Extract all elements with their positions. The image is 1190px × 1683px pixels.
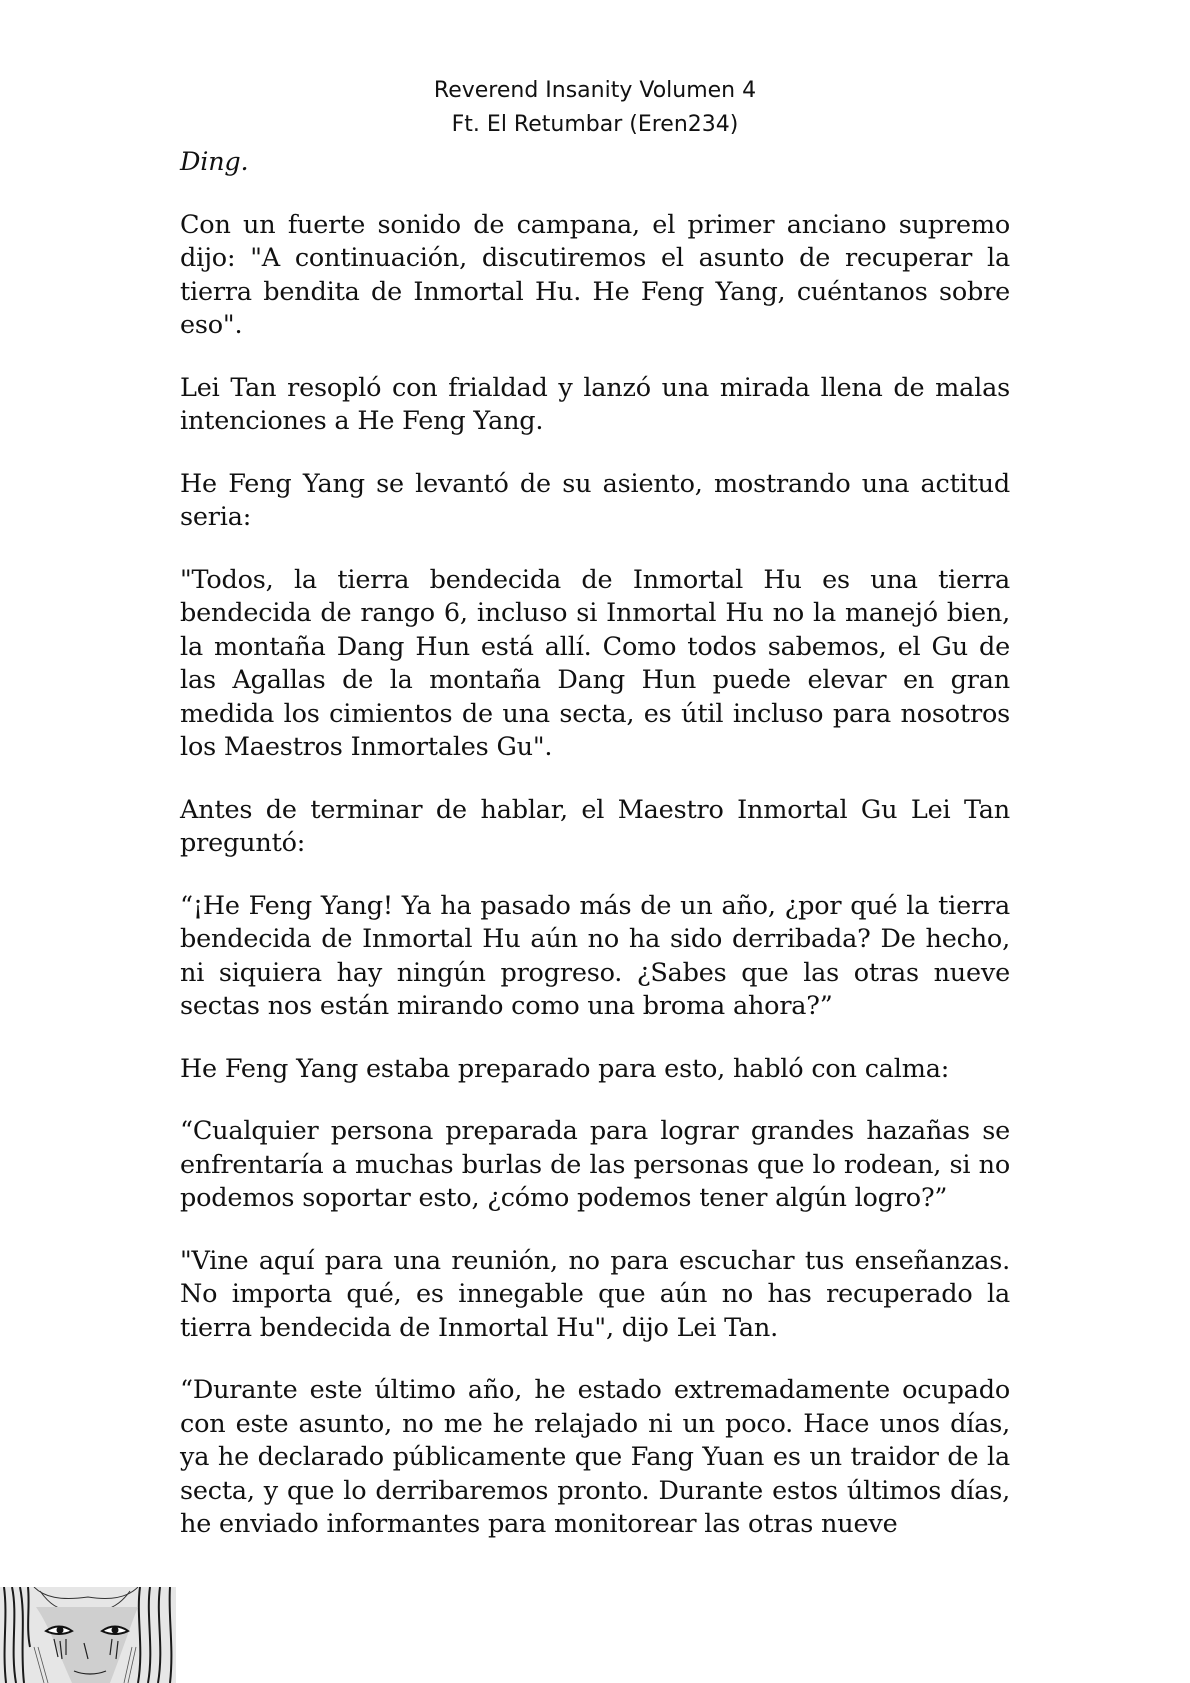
header-credit: Ft. El Retumbar (Eren234) [451,112,739,137]
document-body [180,146,1010,1571]
corner-illustration [0,1587,176,1683]
paragraph: “¡He Feng Yang! Ya ha pasado más de un año, ¿por qué la tierra bendecida de Inmortal Hu aún no ha sido derribada? De hecho, ni siquiera hay ningún progreso. ¿Sabes que las otras nueve sectas nos están mirando como una broma ahora?” [180,890,1010,1021]
header-title: Reverend Insanity Volumen 4 [433,78,757,103]
paragraph: “Durante este último año, he estado extremadamente ocupado con este asunto, no me he relajado ni un poco. Hace unos días, ya he declarado públicamente que Fang Yuan es un traidor de la secta, y que lo derribaremos pronto. Durante estos últimos días, he enviado informantes para monitorear las otras nueve [180,1375,1010,1539]
manga-face-illustration [0,1587,176,1683]
paragraph: He Feng Yang estaba preparado para esto, habló con calma: [180,1053,950,1084]
paragraph: “Cualquier persona preparada para lograr grandes hazañas se enfrentaría a muchas burlas de las personas que lo rodean, si no podemos soportar esto, ¿cómo podemos tener algún logro?” [180,1116,1010,1213]
page-header [0,74,1190,142]
paragraph: He Feng Yang se levantó de su asiento, mostrando una actitud seria: [180,468,1010,532]
paragraph: Antes de terminar de hablar, el Maestro Inmortal Gu Lei Tan preguntó: [180,794,1010,858]
paragraph: "Vine aquí para una reunión, no para escuchar tus enseñanzas. No importa qué, es innegable que aún no has recuperado la tierra bendecida de Inmortal Hu", dijo Lei Tan. [180,1245,1010,1343]
paragraph: Ding. [180,147,249,177]
paragraph: "Todos, la tierra bendecida de Inmortal Hu es una tierra bendecida de rango 6, incluso si Inmortal Hu no la manejó bien, la montaña Dang Hun está allí. Como todos sabemos, el Gu de las Agallas de la montaña Dang Hun puede elevar en gran medida los cimientos de una secta, es útil incluso para nosotros los Maestros Inmortales Gu". [180,564,1010,762]
paragraph: Con un fuerte sonido de campana, el primer anciano supremo dijo: "A continuación, discutiremos el asunto de recuperar la tierra bendita de Inmortal Hu. He Feng Yang, cuéntanos sobre eso". [180,209,1010,340]
paragraph: Lei Tan resopló con frialdad y lanzó una mirada llena de malas intenciones a He Feng Yang. [180,372,1010,436]
